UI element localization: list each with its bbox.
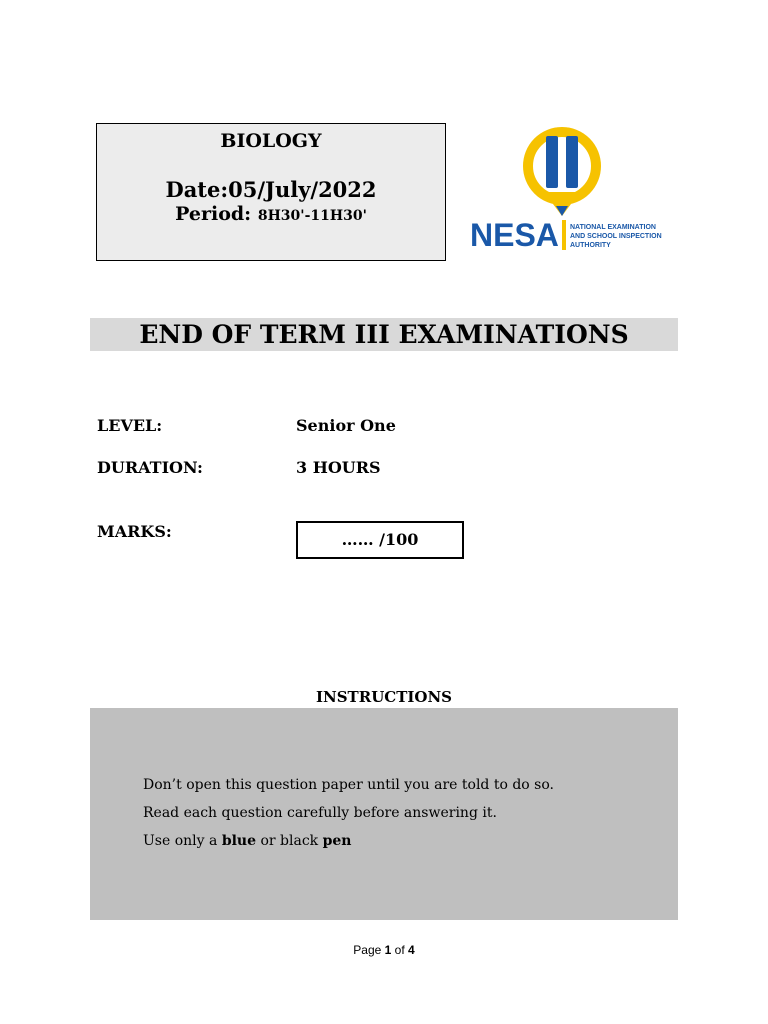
instruction-line-2: Read each question carefully before answering it. — [143, 805, 497, 821]
instruction-line-3 — [143, 833, 351, 849]
instruction-3-prefix: Use only a — [143, 833, 222, 849]
exam-period — [97, 203, 445, 225]
instruction-3-blue: blue — [221, 833, 257, 849]
exam-title: END OF TERM III EXAMINATIONS — [90, 318, 678, 351]
duration-label: DURATION: — [97, 458, 203, 477]
marks-label: MARKS: — [97, 522, 172, 541]
duration-value: 3 HOURS — [296, 458, 381, 477]
instruction-3-pen: pen — [322, 833, 352, 849]
period-label: Period: — [175, 203, 252, 225]
instruction-3-mid: or black — [256, 833, 323, 849]
page-footer — [0, 943, 768, 957]
subject-info-box — [96, 123, 446, 261]
logo-line-2: AND SCHOOL INSPECTION — [570, 233, 662, 240]
logo-line-3: AUTHORITY — [570, 242, 611, 249]
instruction-line-1: Don’t open this question paper until you are told to do so. — [143, 777, 554, 793]
marks-box: …… /100 — [296, 521, 464, 559]
footer-current-page: 1 — [384, 943, 392, 957]
exam-date: Date:05/July/2022 — [165, 177, 377, 202]
nesa-logo-graphic — [466, 120, 676, 255]
footer-page-word: Page — [353, 943, 382, 957]
level-value: Senior One — [296, 416, 396, 435]
footer-of-word: of — [394, 943, 405, 957]
logo-line-1: NATIONAL EXAMINATION — [570, 224, 656, 231]
instructions-heading: INSTRUCTIONS — [316, 688, 452, 706]
nesa-logo — [466, 120, 676, 255]
footer-total-pages: 4 — [408, 943, 415, 957]
subject-title: BIOLOGY — [220, 130, 322, 152]
period-value: 8H30'-11H30' — [257, 208, 367, 224]
instructions-box — [90, 708, 678, 920]
logo-acronym: NESA — [470, 217, 559, 253]
level-label: LEVEL: — [97, 416, 163, 435]
